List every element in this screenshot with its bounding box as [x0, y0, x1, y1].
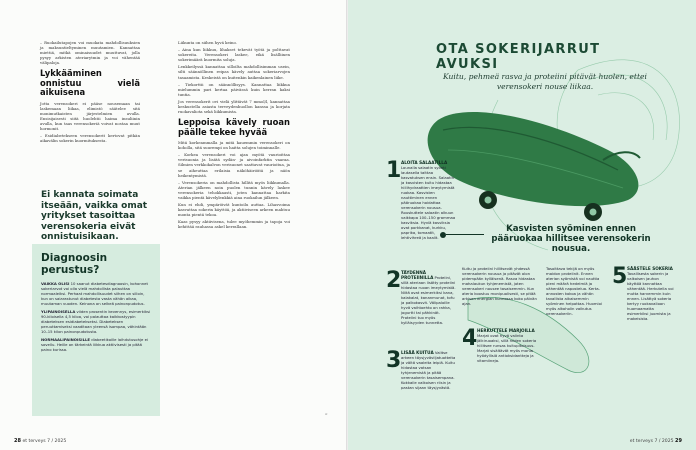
body-text: Lenkkeilyssä kannattaa silloilta mahdollisimman usein, silti säännöllinen reipas kävely auttaa sokeriarvojen tasaamista. Keskeistä on kuitenkin kaikenlainen liike. [178, 64, 290, 80]
tip-heading: HERKUTTELE MARJOILLA [477, 328, 535, 333]
tip-text: Valitse arkeen täysjyväviljatuotteita ja vältä vaaleita leipiä. Kuitu hidastaa vatsan tyhjenemistä ja pitää verensokerin tasaisempana. Kokkaile valkoisen riisin ja pastan sijaan täysjyvästä. [401, 350, 456, 390]
pull-quote: Ei kannata soimata itseään, vaikka omat yritykset tasoittaa verensokeria eivät onnistuisikaan. [41, 190, 148, 242]
box-text: 10 saanut diabetesdiagnoosin, kohonnet sokeriarvot voi olla vielä mahdollista palauttaa normaaleiksi. Perhaat mahdollisuudet siihen on silloin, kun on saiarastunut diabetesta vasta vähän aikaa, muutaman vuoden. Keinona on selkeä painonpudotus. [41, 281, 148, 306]
magazine-name: et terveys 7 / 2025 [629, 439, 674, 444]
subheading: Lykkääminen onnistuu vielä aikuisena [40, 68, 140, 98]
body-text: – Aina kun liikkuu, lihakset tekevät työtä ja polttavat sokereita. Verensokeri laskee, eikä lisälliinen sokerimäärä kuormita soluja. [178, 47, 290, 63]
body-text: Jos verensokerit ovi vielä ylittävät 7 mmol/l, kannattaa keskustella asiasta terveydenhuollon kanssa ja korjata ruokavaliota sekä liikkumista. [178, 98, 290, 115]
folio-left [14, 438, 66, 444]
body-text: – Ruokailutapojen voi muokata mahdollisuuksien ja maksuntieltyminen muutamien. Kannattaa miettiä, mitkä ominaisuudet muuttuvat, jolla pysyy arkisten ateriarytmin ja voi vähentää välipaloja. [40, 40, 140, 66]
diagnosis-info-box [32, 244, 160, 416]
body-text: Mitä korkeammalla ja mitä kauemmin verensokeri on koholla, sitä suurempi on haitta solujen toiminnalle. [178, 140, 290, 151]
magazine-name: et terveys 7 / 2025 [22, 439, 67, 444]
body-text: – Korkea verensokeri voi ajan myötä vaurioittaa verisuonia ja lisätä sydän- ja aivoinfarktin vaaraa. Silmien verkkokalvon verisuonet saattavat vaurioitua, ja se aiheuttaa erilaisia näköhäiriöitä ja näön heikentymistä. [178, 152, 290, 178]
body-text: – Tiekorttii on säännöllisyys. Kannattaa liikkua mielummin pari kertaa päivässä kuin kerran kaksi tuntia. [178, 81, 290, 97]
tip-2 [386, 270, 456, 325]
box-paragraph [41, 309, 151, 334]
tip-4 [462, 328, 540, 363]
callout-line [446, 234, 484, 235]
article-title: OTA SOKERIJARRUT AVUKSI [436, 42, 601, 72]
tip-body [627, 266, 674, 321]
tip-text: Lounalla salaatin syönti lautasella taittaa kasvatuksen ensin. Salaatin ja kasvisten kuitu hidastaa hiilihydraattien imeytymistä ruokaa. Kasvisten nauttiminen ennen pääruokaa hoidattaa verensokerin nousua. Rouskuttele salaatin alkuun vaikkapa 100–150 grammaa kasviksia. Hyviä kasviksia ovat porkkanat, kurkku, paprika, tomaatit, lehtivihreä ja kaalit. [401, 165, 456, 240]
box-title: Diagnoosin perustus? [41, 252, 108, 276]
callout-text: Kasvisten syöminen ennen pääruokaa hillitsee verensokerin nousua. [491, 224, 651, 255]
box-label: NORMAALIPAINOISILLE [41, 337, 90, 342]
box-text: viiden prosentin kevennys, esimerkiksi 90-kiloisella 4,5 kiloa, voi palauttaa kaikkostyypin diabeteksen esidiabetekseksi. Diabeteksen peruuttamiseksi vaaditaan yleensä isompaa, vähintään 10–15 kilon painonpudotusta. [41, 309, 151, 334]
box-text: diabeetikoille laihdutusohje ei sovellu. Heille on tärkeintä liikkua aktiivisesti ja pitää paino kurissa. [41, 337, 148, 352]
left-column-1 [40, 40, 140, 145]
body-text: Liikunta on siihen hyvä keino. [178, 40, 238, 45]
box-paragraph [41, 281, 151, 306]
box-paragraph [41, 337, 151, 352]
tip-body [401, 350, 456, 390]
tip-body [401, 160, 456, 240]
tip-3 [386, 350, 456, 390]
cucumber-car-icon [428, 112, 640, 221]
body-text: Kun ei ehdi, ympäröivät kuntoilu auttaa. Lihasvoima kasvattaa sokerin käyttöä, ja aktiiviseen arkeen mahtuu monta pientä tekoa. [178, 202, 290, 218]
tip-5 [612, 266, 674, 321]
tip-number: 2 [386, 268, 402, 293]
tip-heading: SÄÄSTELE SOKERIA [627, 266, 673, 271]
folio-right [630, 438, 682, 444]
tip-number: 4 [462, 326, 478, 351]
body-text: Kuitu ja proteiini hillitsevät yhdessä verensokerin nousua ja pitävät olon pidempään kylläisenä. Rasva hidastaa mahalaukun tyhjenemistä, joten verensokeri nousee tasaisemmin. Kun ateria koostuu monipuolisesti, se pitää arkisen energian kunnossa koko päivän ajan. [462, 266, 537, 306]
subheading: Leppoisa kävely ruoan päälle tekee hyvää [178, 117, 290, 137]
tip-body [477, 328, 540, 363]
tip-text: Marjat ovat hyvä valinta jälkiruoaksi, sillä niiden sokeria hillitsee runsas kuitupitoisuus. Marjat sisältävät myös monia hyödyllisiä antioksidantteja ja vitamiineja. [477, 333, 537, 363]
page-number: 29 [675, 438, 682, 444]
tip-body [401, 270, 456, 325]
callout-pin [440, 232, 446, 238]
tip-text: Proteiini, sillä ateriaan lisätty proteiini hidastaa ruoan imeytymistä. Niitä ovat esimerkiksi kana, kalakalat, kananmunat, tofu ja palkokasvit. Välipaloille hyvä vaihtoehto on rahka, jogurtti tai pähkinät. Proteiini tuo myös kylläisyyden tunnetta. [401, 275, 456, 325]
tip-heading: TÄYDENNÄ PROTEIINILLA [401, 270, 434, 280]
left-page [0, 0, 346, 450]
body-text: Tasoittava tekijä on myös maidon proteiinit. Ennen aterian syömistä voi nauttia pieni määrä hedelmiä ja vähentää napostelua. Kerta-annosten kokoa ja vähän tavallista aikaisemmin syöminen helpottaa. Huomioi myös alkoholin vaikutus verensokeriin. [546, 266, 602, 316]
tip-number: 5 [612, 264, 628, 289]
right-column-right [546, 266, 606, 316]
body-text: Kaas pysyy aktiivisena, tulee myöhemmin ja tapoja voi kehittää rauhassa askel kerrallaan. [178, 219, 290, 230]
tip-number: 1 [386, 158, 402, 183]
tip-text: Tavallisesta sokerin ja valkoisen jauhon käyttöä kannattaa vähentää. Herkutella voi mutta harvemmin kuin ennen. Lisättyä sokeria kertyy ruokavalioon huomaamatta esimerkiksi juomista ja makeisista. [627, 271, 674, 321]
tip-1 [386, 160, 456, 240]
tip-heading: ALOITA SALAATILLA [401, 160, 448, 165]
right-column-middle [462, 266, 540, 309]
article-lead: Kuitu, pehmeä rasva ja proteiini pitävät huolen, ettei verensokeri nouse liikaa. [443, 72, 647, 91]
center-mark: ᵍⁱ [325, 412, 328, 417]
body-text: Jotta verensokeri ei pääse nousemaan tai laskemaan liikaa, elimistö säätelee sitä monimutkaisten järjestelmien avulla. Ensisijaisesti siitä huolehtii haima insuliinin avulla, kun taas verensokeriä voivat nostaa muut hormonit. [40, 100, 140, 132]
page-number: 28 [14, 438, 21, 444]
box-label: VAIKKA OLISI [41, 281, 70, 286]
tip-number: 3 [386, 348, 402, 373]
body-text: – Verensokeria on mahdollista hillitä myös liikkumalla. Aterian jälkeen noin puolen tunnin kävely laskee verensokeria tehokkaasti, joten kannattaa harkita vaikka pientä kävelylenkkiä aina ruokailun jälkeen. [178, 179, 290, 200]
box-label: YLIPAINOISELLA [41, 309, 76, 314]
left-column-2 [178, 40, 290, 232]
tip-heading: LISÄÄ KUITUA [401, 350, 434, 355]
body-text: – Esidiabetekseen verensokerit kertovat pitkän aikavälin sokerin kuormituksesta. [40, 133, 140, 144]
